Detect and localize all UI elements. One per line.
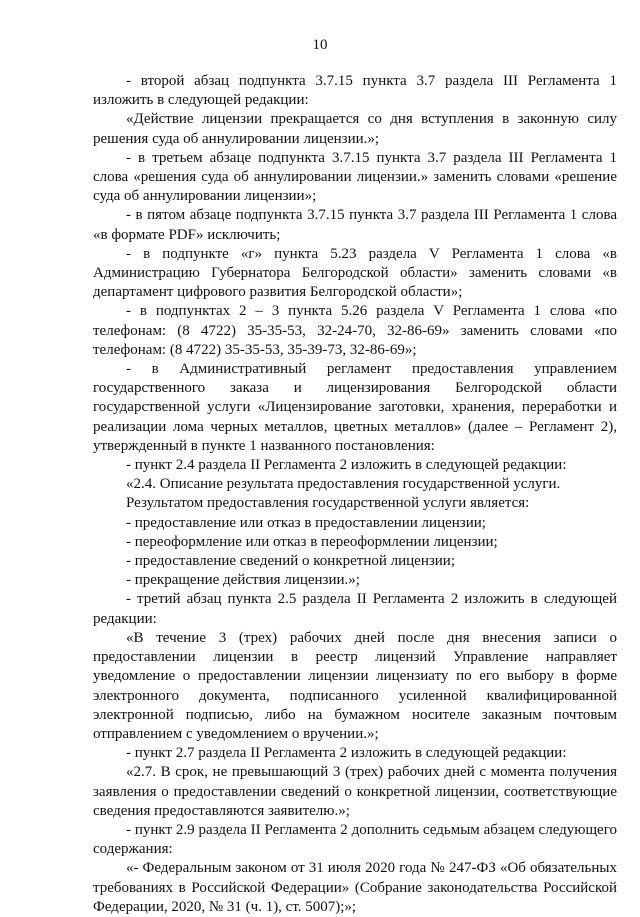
paragraph: - в Административный регламент предоставления управлением государственного заказа и лицензирования Белгородской области государственной услуги «Лицензирование заготовки, хранения, переработки и реализации лома черных металлов, цветных металлов» (далее – Регламент 2), утвержденный в пункте 1 названного постановления: [93,361,617,454]
paragraph: - предоставление сведений о конкретной лицензии; [126,553,455,570]
paragraph: - переоформление или отказ в переоформлении лицензии; [126,533,498,550]
paragraph: «Действие лицензии прекращается со дня вступления в законную силу решения суда об аннулировании лицензии.»; [93,111,617,147]
paragraph: - в подпункте «г» пункта 5.23 раздела V Регламента 1 слова «в Администрацию Губернатора Белгородской области» заменить словами «в департамент цифрового развития Белгородской области»; [93,245,617,301]
paragraph: «В течение 3 (трех) рабочих дней после дня внесения записи о предоставлении лицензии в реестр лицензий Управление направляет уведомление о предоставлении лицензии лицензиату по его выбору в форме электронного документа, подписанного усиленной квалифицированной электронной подписью, либо на бумажном носителе заказным почтовым отправлением с уведомлением о вручении.»; [93,629,617,742]
paragraph: «2.4. Описание результата предоставления государственной услуги. [126,476,561,493]
paragraph: - пункт 2.7 раздела II Регламента 2 изложить в следующей редакции: [126,745,567,762]
paragraph: Результатом предоставления государственной услуги является: [126,495,530,512]
paragraph: - третий абзац пункта 2.5 раздела II Регламента 2 изложить в следующей редакции: [93,591,617,627]
paragraph: - пункт 2.4 раздела II Регламента 2 изложить в следующей редакции: [126,457,567,474]
paragraph: - в третьем абзаце подпункта 3.7.15 пункта 3.7 раздела III Регламента 1 слова «решения суда об аннулировании лицензии.» заменить словами «решение суда об аннулировании лицензии»; [93,149,617,205]
paragraph: - в пятом абзаце подпункта 3.7.15 пункта 3.7 раздела III Регламента 1 слова «в формате PDF» исключить; [93,207,617,243]
paragraph: - пункт 2.9 раздела II Регламента 2 дополнить седьмым абзацем следующего содержания: [93,821,617,858]
page-number: 10 [312,37,328,53]
paragraph: - прекращение действия лицензии.»; [126,572,360,589]
paragraph: «- Федеральным законом от 31 июля 2020 года № 247-ФЗ «Об обязательных требованиях в Российской Федерации» (Собрание законодательства Российской Федерации, 2020, № 31 (ч. 1), ст. 5007);»; [93,860,617,915]
paragraph: - предоставление или отказ в предоставлении лицензии; [126,514,486,531]
paragraph: «2.7. В срок, не превышающий 3 (трех) рабочих дней с момента получения заявления о предоставлении сведений о конкретной лицензии, соответствующие сведения предоставляются заявителю.»; [93,764,617,819]
paragraph: - в подпунктах 2 – 3 пункта 5.26 раздела V Регламента 1 слова «по телефонам: (8 4722) 35-35-53, 32-24-70, 32-86-69» заменить словами «по телефонам: (8 4722) 35-35-53, 35-39-73, 32-86-69»; [93,303,617,358]
paragraph: - второй абзац подпункта 3.7.15 пункта 3.7 раздела III Регламента 1 изложить в следующей редакции: [93,73,617,109]
document-body [93,72,617,917]
